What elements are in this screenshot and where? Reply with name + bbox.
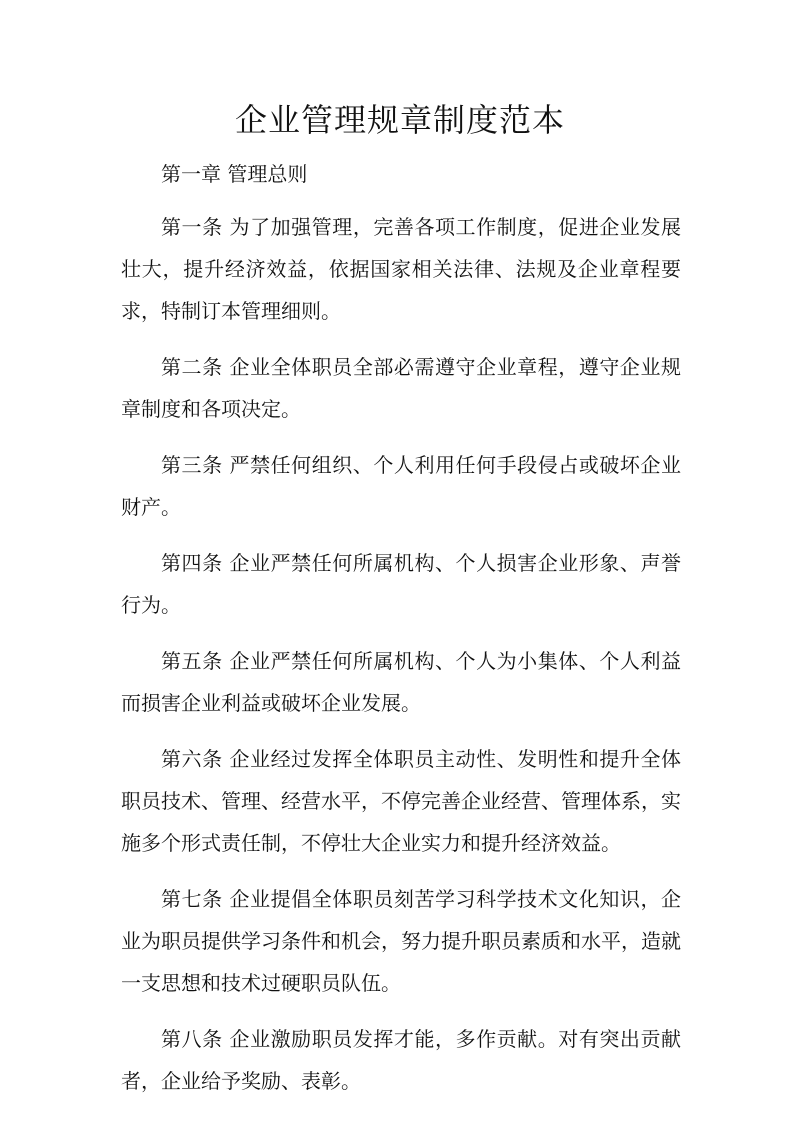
article-3: 第三条 严禁任何组织、个人利用任何手段侵占或破坏企业财产。 (121, 453, 681, 519)
article-1: 第一条 为了加强管理，完善各项工作制度，促进企业发展壮大，提升经济效益，依据国家相关法律、法规及企业章程要求，特制订本管理细则。 (121, 215, 681, 323)
document-body (121, 153, 681, 1116)
article-4: 第四条 企业严禁任何所属机构、个人损害企业形象、声誉行为。 (121, 551, 681, 617)
article-6: 第六条 企业经过发挥全体职员主动性、发明性和提升全体职员技术、管理、经营水平，不停完善企业经营、管理体系，实施多个形式责任制，不停壮大企业实力和提升经济效益。 (121, 747, 681, 855)
chapter-heading: 第一章 管理总则 (161, 162, 308, 186)
article-5: 第五条 企业严禁任何所属机构、个人为小集体、个人利益而损害企业利益或破坏企业发展。 (121, 649, 681, 715)
document-title: 企业管理规章制度范本 (234, 101, 565, 139)
article-2: 第二条 企业全体职员全部必需遵守企业章程，遵守企业规章制度和各项决定。 (121, 355, 681, 421)
article-7: 第七条 企业提倡全体职员刻苦学习科学技术文化知识，企业为职员提供学习条件和机会，努力提升职员素质和水平，造就一支思想和技术过硬职员队伍。 (121, 887, 681, 995)
article-8: 第八条 企业激励职员发挥才能，多作贡献。对有突出贡献者，企业给予奖励、表彰。 (121, 1027, 681, 1093)
